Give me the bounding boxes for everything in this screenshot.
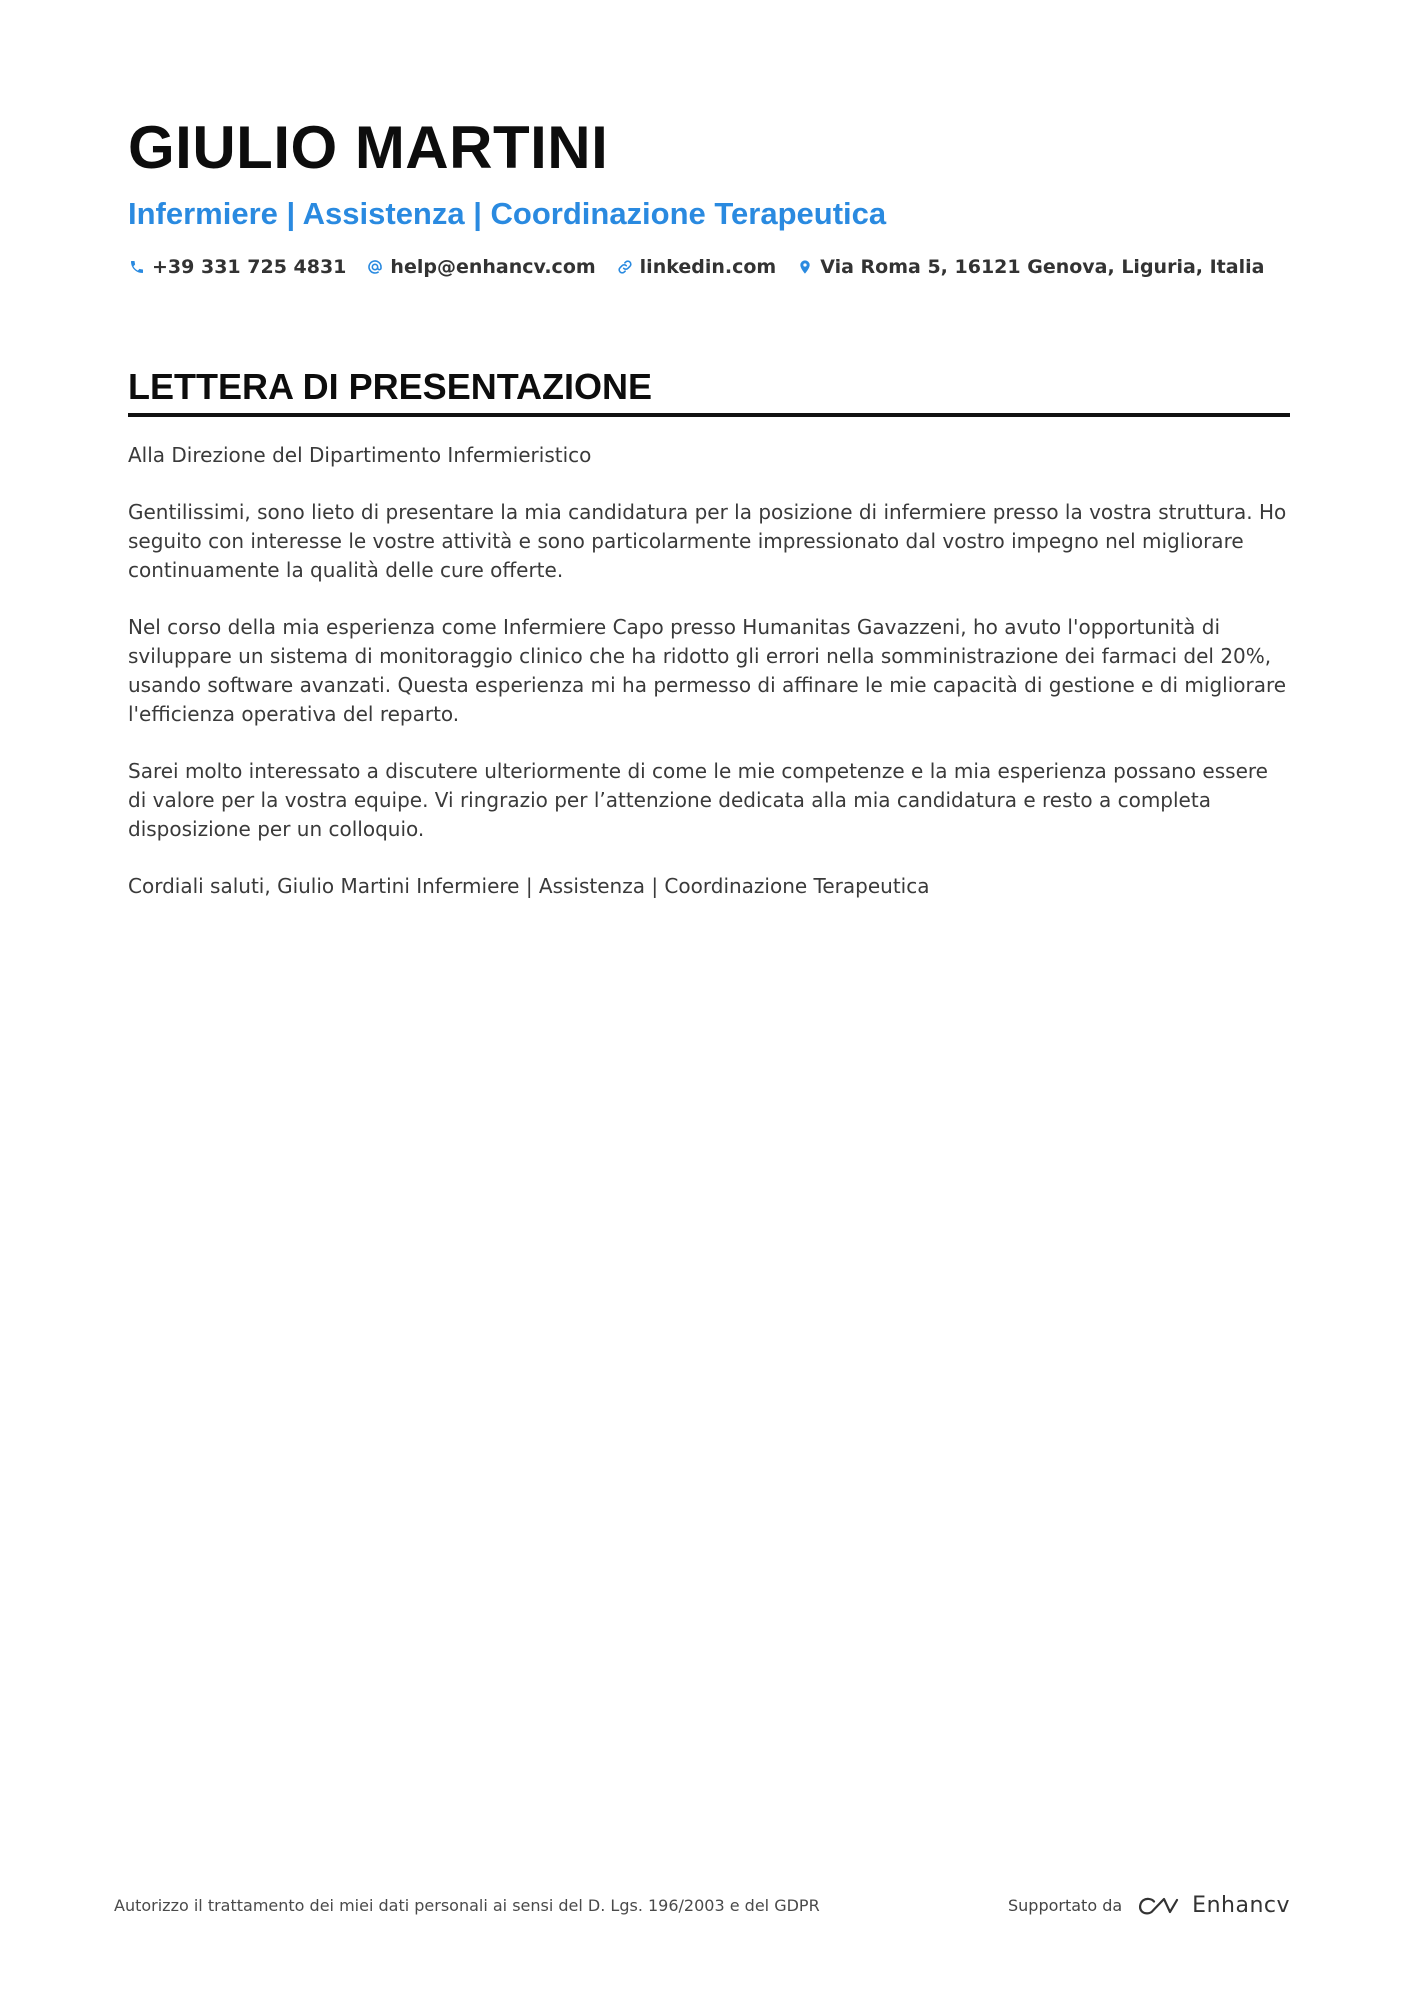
letter-paragraph-closing: Sarei molto interessato a discutere ulteriormente di come le mie competenze e la mia esperienza possano essere di valore per la vostra equipe. Vi ringrazio per l’attenzione dedicata alla mia candidatura e resto a completa disposizione per un colloquio. (128, 759, 1268, 841)
letter-section (128, 363, 1290, 929)
contact-email[interactable] (366, 256, 595, 278)
letter-body (128, 441, 1290, 901)
contact-phone[interactable] (128, 256, 346, 278)
enhancv-logo-icon (1134, 1894, 1182, 1918)
section-divider (128, 413, 1290, 417)
candidate-title: Infermiere | Assistenza | Coordinazione Terapeutica (128, 196, 887, 231)
privacy-note: Autorizzo il trattamento dei miei dati personali ai sensi del D. Lgs. 196/2003 e del GDPR (114, 1896, 820, 1915)
at-icon (366, 258, 384, 276)
header (128, 108, 1288, 278)
contact-email-text: help@enhancv.com (390, 256, 596, 278)
letter-signature: Cordiali saluti, Giulio Martini Infermiere | Assistenza | Coordinazione Terapeutica (128, 874, 930, 898)
contact-address-text: Via Roma 5, 16121 Genova, Liguria, Italia (820, 256, 1265, 278)
contact-linkedin[interactable] (616, 256, 777, 278)
section-title: LETTERA DI PRESENTAZIONE (128, 366, 653, 407)
phone-icon (128, 258, 146, 276)
letter-salutation: Alla Direzione del Dipartimento Infermieristico (128, 443, 592, 467)
contact-bar (128, 256, 1288, 278)
contact-phone-text: +39 331 725 4831 (152, 256, 347, 278)
powered-by-label: Supportato da (1008, 1896, 1123, 1915)
contact-linkedin-text: linkedin.com (639, 256, 777, 278)
powered-by[interactable] (1008, 1893, 1290, 1918)
letter-paragraph-intro: Gentilissimi, sono lieto di presentare la mia candidatura per la posizione di infermiere presso la vostra struttura. Ho seguito con interesse le vostre attività e sono particolarmente impressionato dal vostro impegno nel migliorare continuamente la qualità delle cure offerte. (128, 500, 1287, 582)
candidate-name: GIULIO MARTINI (128, 114, 609, 181)
link-icon (616, 258, 634, 276)
contact-address (796, 256, 1264, 278)
brand-name: Enhancv (1192, 1893, 1290, 1918)
location-pin-icon (796, 258, 814, 276)
letter-paragraph-experience: Nel corso della mia esperienza come Infermiere Capo presso Humanitas Gavazzeni, ho avuto l'opportunità di sviluppare un sistema di monitoraggio clinico che ha ridotto gli errori nella somministrazione dei farmaci del 20%, usando software avanzati. Questa esperienza mi ha permesso di affinare le mie capacità di gestione e di migliorare l'efficienza operativa del reparto. (128, 615, 1287, 726)
footer (114, 1893, 1290, 1918)
